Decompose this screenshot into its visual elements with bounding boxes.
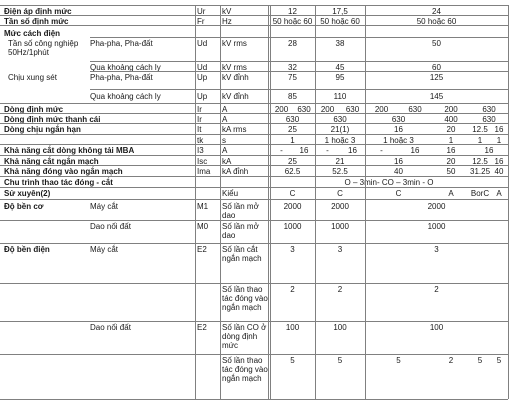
busbar-current-row-label: Dòng định mức thanh cái — [4, 115, 101, 124]
column-divider — [268, 5, 269, 399]
frequent-use-row-cell: C — [289, 189, 296, 198]
electrical-es-row-v12: 100 — [285, 323, 300, 332]
short-time-duration-row-cell: 1 — [477, 136, 483, 145]
mechanical-es-row-symbol: M0 — [197, 222, 209, 231]
short-time-current-row-cell: 25 — [288, 125, 297, 134]
short-time-current-row-cell: 21(1) — [330, 125, 350, 134]
impulse-isolating-row-sub: Qua khoảng cách ly — [90, 92, 161, 101]
row-divider — [0, 243, 508, 244]
electrical-es-ops-row-cell: 5 — [290, 356, 295, 365]
electrical-cb-row-v24: 3 — [434, 245, 439, 254]
rated-frequency-row-unit: Hz — [222, 17, 232, 26]
electrical-cb-ops-row-v12: 2 — [290, 285, 295, 294]
electrical-es-row-symbol: E2 — [197, 323, 207, 332]
rated-current-row-cell: 200 — [274, 105, 289, 114]
short-time-current-row-cell: 12.5 — [472, 125, 488, 134]
frequent-use-row-cell: C — [395, 189, 402, 198]
rated-current-row-cell: 630 — [408, 105, 422, 114]
electrical-es-ops-row-cell: 5 — [396, 356, 401, 365]
short-circuit-breaking-row-cell: 12.5 — [472, 157, 488, 166]
electrical-cb-row-kieu: Số lần cắt ngắn mạch — [222, 245, 262, 263]
short-circuit-breaking-row-symbol: Isc — [197, 157, 208, 166]
power-freq-isolating-row-symbol: Ud — [197, 63, 208, 72]
rated-frequency-row-symbol: Fr — [197, 17, 205, 26]
busbar-current-row-cell: 630 — [333, 115, 347, 124]
electrical-cb-row-v12: 3 — [290, 245, 295, 254]
power-freq-phase-row-unit: kV rms — [222, 39, 247, 48]
row-divider — [0, 321, 508, 322]
making-capacity-row-cell: 62.5 — [284, 167, 301, 176]
row-divider — [0, 5, 508, 6]
short-circuit-breaking-row-unit: kA — [222, 157, 232, 166]
making-capacity-row-cell: 40 — [494, 167, 504, 176]
mechanical-cb-row-label: Độ bền cơ — [4, 202, 44, 211]
busbar-current-row-cell: 400 — [444, 115, 458, 124]
row-divider — [90, 89, 508, 90]
rated-current-row-label: Dòng định mức — [4, 105, 64, 114]
transformer-breaking-row-cell: 16 — [410, 146, 420, 155]
electrical-cb-row-device: Máy cắt — [90, 245, 119, 254]
electrical-cb-ops-row-kieu: Số lần thao tác đóng vào ngắn mạch — [222, 285, 268, 312]
row-divider — [90, 71, 508, 72]
operating-cycle-row-label: Chu trình thao tác đóng - cắt — [4, 178, 113, 187]
row-divider — [0, 134, 508, 135]
transformer-breaking-row-cell: 16 — [348, 146, 357, 155]
row-divider — [90, 61, 508, 62]
row-divider — [0, 165, 508, 166]
mechanical-cb-row-device: Máy cắt — [90, 202, 119, 211]
short-time-duration-row-cell: 1 — [496, 136, 502, 145]
electrical-cb-ops-row-v17: 2 — [337, 285, 343, 294]
mechanical-cb-row-v12: 2000 — [283, 202, 302, 211]
operating-cycle-row-value: O – 3min- CO – 3min - O — [344, 178, 434, 187]
impulse-phase-row-v12: 75 — [288, 73, 297, 82]
power-freq-phase-row-label: Tần số công nghiệp 50Hz/1phút — [8, 39, 79, 57]
rated-voltage-row-v12: 12 — [288, 7, 297, 16]
short-circuit-breaking-row-cell: 16 — [394, 157, 403, 166]
power-freq-phase-row-v12: 28 — [288, 39, 297, 48]
row-divider — [90, 37, 508, 38]
mechanical-cb-row-v17: 2000 — [331, 202, 349, 211]
short-circuit-breaking-row-cell: 16 — [494, 157, 504, 166]
short-circuit-breaking-row-cell: 20 — [446, 157, 456, 166]
making-capacity-row-cell: 40 — [394, 167, 403, 176]
power-freq-isolating-row-sub: Qua khoảng cách ly — [90, 63, 161, 72]
rated-current-row-cell: 200 — [320, 105, 335, 114]
mechanical-es-row-v24: 1000 — [427, 222, 446, 231]
mechanical-cb-row-symbol: M1 — [197, 202, 209, 211]
insulation-level-header-label: Mức cách điện — [4, 29, 61, 38]
electrical-cb-row-label: Độ bền điện — [4, 245, 50, 254]
rated-current-row-cell: 200 — [374, 105, 389, 114]
power-freq-isolating-row-unit: kV rms — [222, 63, 247, 72]
impulse-isolating-row-v17: 110 — [333, 92, 347, 101]
mechanical-es-row-kieu: Số lần mở dao — [222, 222, 259, 240]
transformer-breaking-row-symbol: I3 — [197, 146, 204, 155]
short-time-duration-row-cell: 1 — [448, 136, 454, 145]
frequent-use-row-cell: C — [337, 189, 343, 198]
electrical-es-ops-row-kieu: Số lần thao tác đóng vào ngắn mạch — [222, 356, 268, 383]
mechanical-cb-row-v24: 2000 — [427, 202, 446, 211]
frequent-use-row-cell: BorC — [470, 189, 490, 198]
electrical-es-ops-row-cell: 2 — [448, 356, 454, 365]
short-time-current-row-symbol: It — [197, 125, 202, 134]
transformer-breaking-row-cell: 16 — [446, 146, 456, 155]
impulse-isolating-row-symbol: Up — [197, 92, 208, 101]
rated-current-row-cell: 630 — [482, 105, 496, 114]
impulse-phase-row-v24: 125 — [429, 73, 444, 82]
frequent-use-row-cell: A — [496, 189, 502, 198]
row-divider — [0, 113, 508, 114]
mechanical-cb-row-kieu: Số lần mở dao — [222, 202, 259, 220]
power-freq-phase-row-v17: 38 — [335, 39, 345, 48]
making-capacity-row-cell: 31.25 — [470, 167, 491, 176]
electrical-es-row-device: Dao nối đất — [90, 323, 131, 332]
mechanical-es-row-v17: 1000 — [331, 222, 349, 231]
transformer-breaking-row-cell: - — [380, 146, 383, 155]
electrical-es-row-v24: 100 — [429, 323, 444, 332]
rated-current-row-unit: A — [222, 105, 228, 114]
row-divider — [0, 103, 508, 104]
rated-voltage-row-v24: 24 — [432, 7, 441, 16]
making-capacity-row-cell: 50 — [446, 167, 456, 176]
busbar-current-row-cell: 630 — [285, 115, 300, 124]
rated-voltage-row-v17: 17,5 — [332, 7, 348, 16]
transformer-breaking-row-label: Khả năng cắt dòng không tải MBA — [4, 146, 135, 155]
row-divider — [0, 15, 508, 16]
rated-frequency-row-v17: 50 hoặc 60 — [320, 17, 360, 26]
row-divider — [0, 354, 508, 355]
power-freq-isolating-row-v24: 60 — [432, 63, 441, 72]
row-divider — [0, 283, 508, 284]
row-divider — [0, 144, 508, 145]
short-time-current-row-unit: kA rms — [222, 125, 247, 134]
electrical-cb-row-v17: 3 — [337, 245, 343, 254]
rated-voltage-row-symbol: Ur — [197, 7, 206, 16]
rated-frequency-row-v12: 50 hoặc 60 — [272, 17, 313, 26]
short-circuit-breaking-row-label: Khả năng cắt ngắn mạch — [4, 157, 99, 166]
short-time-duration-row-symbol: tk — [197, 136, 204, 145]
column-divider — [195, 5, 196, 399]
busbar-current-row-cell: 630 — [482, 115, 496, 124]
transformer-breaking-row-unit: A — [222, 146, 228, 155]
row-divider — [0, 25, 508, 26]
short-time-duration-row-cell: 1 hoặc 3 — [324, 136, 356, 145]
rated-current-row-cell: 630 — [345, 105, 360, 114]
rated-current-row-symbol: Ir — [197, 105, 202, 114]
row-divider — [0, 199, 508, 200]
short-circuit-breaking-row-cell: 25 — [288, 157, 297, 166]
short-time-current-row-label: Dòng chịu ngắn hạn — [4, 125, 81, 134]
mechanical-es-row-v12: 1000 — [283, 222, 302, 231]
row-divider — [0, 155, 508, 156]
rated-current-row-cell: 200 — [444, 105, 458, 114]
frequent-use-row-cell: A — [448, 189, 454, 198]
making-capacity-row-cell: 52.5 — [332, 167, 348, 176]
power-freq-isolating-row-v12: 32 — [288, 63, 297, 72]
row-divider — [0, 176, 508, 177]
column-divider — [220, 5, 221, 399]
impulse-phase-row-v17: 95 — [335, 73, 345, 82]
rated-frequency-row-label: Tần số định mức — [4, 17, 69, 26]
electrical-es-row-kieu: Số lần CO ở dòng định mức — [222, 323, 267, 350]
short-time-current-row-cell: 16 — [494, 125, 504, 134]
power-freq-isolating-row-v17: 45 — [335, 63, 345, 72]
frequent-use-row-label: Sử xuyên(2) — [4, 189, 51, 198]
impulse-phase-row-sub: Pha-pha, Pha-đất — [90, 73, 153, 82]
transformer-breaking-row-cell: - — [280, 146, 283, 155]
power-freq-phase-row-sub: Pha-pha, Pha-đất — [90, 39, 153, 48]
electrical-cb-ops-row-v24: 2 — [434, 285, 439, 294]
electrical-es-row-v17: 100 — [333, 323, 347, 332]
making-capacity-row-label: Khả năng đóng vào ngắn mạch — [4, 167, 123, 176]
column-divider — [315, 5, 316, 399]
busbar-current-row-unit: A — [222, 115, 228, 124]
making-capacity-row-symbol: Ima — [197, 167, 211, 176]
short-time-duration-row-cell: 1 hoặc 3 — [383, 136, 414, 145]
frequent-use-row-kieu: Kiểu — [222, 189, 239, 198]
rated-current-row-cell: 630 — [297, 105, 311, 114]
electrical-es-ops-row-cell: 5 — [477, 356, 483, 365]
column-divider — [270, 5, 271, 399]
making-capacity-row-unit: kA đỉnh — [222, 167, 249, 176]
transformer-breaking-row-cell: 16 — [484, 146, 494, 155]
impulse-isolating-row-unit: kV đỉnh — [222, 92, 249, 101]
electrical-es-ops-row-cell: 5 — [337, 356, 343, 365]
impulse-isolating-row-v24: 145 — [429, 92, 444, 101]
row-divider — [0, 187, 508, 188]
impulse-phase-row-unit: kV đỉnh — [222, 73, 249, 82]
transformer-breaking-row-cell: 16 — [299, 146, 309, 155]
mechanical-es-row-device: Dao nối đất — [90, 222, 131, 231]
short-time-current-row-cell: 16 — [394, 125, 403, 134]
short-time-duration-row-cell: 1 — [290, 136, 295, 145]
electrical-cb-row-symbol: E2 — [197, 245, 207, 254]
row-divider — [0, 123, 508, 124]
short-time-duration-row-unit: s — [222, 136, 226, 145]
rated-frequency-row-v24: 50 hoặc 60 — [416, 17, 457, 26]
power-freq-phase-row-symbol: Ud — [197, 39, 208, 48]
electrical-es-ops-row-cell: 5 — [496, 356, 502, 365]
busbar-current-row-symbol: Ir — [197, 115, 202, 124]
busbar-current-row-cell: 630 — [391, 115, 406, 124]
impulse-phase-row-symbol: Up — [197, 73, 208, 82]
rated-voltage-row-label: Điện áp định mức — [4, 7, 72, 16]
column-divider — [365, 5, 366, 399]
impulse-isolating-row-v12: 85 — [288, 92, 297, 101]
row-divider — [0, 220, 508, 221]
short-circuit-breaking-row-cell: 21 — [335, 157, 345, 166]
impulse-phase-row-label: Chịu xung sét — [8, 73, 57, 82]
power-freq-phase-row-v24: 50 — [432, 39, 441, 48]
rated-voltage-row-unit: kV — [222, 7, 232, 16]
short-time-current-row-cell: 20 — [446, 125, 456, 134]
column-divider — [508, 5, 509, 399]
transformer-breaking-row-cell: - — [326, 146, 329, 155]
